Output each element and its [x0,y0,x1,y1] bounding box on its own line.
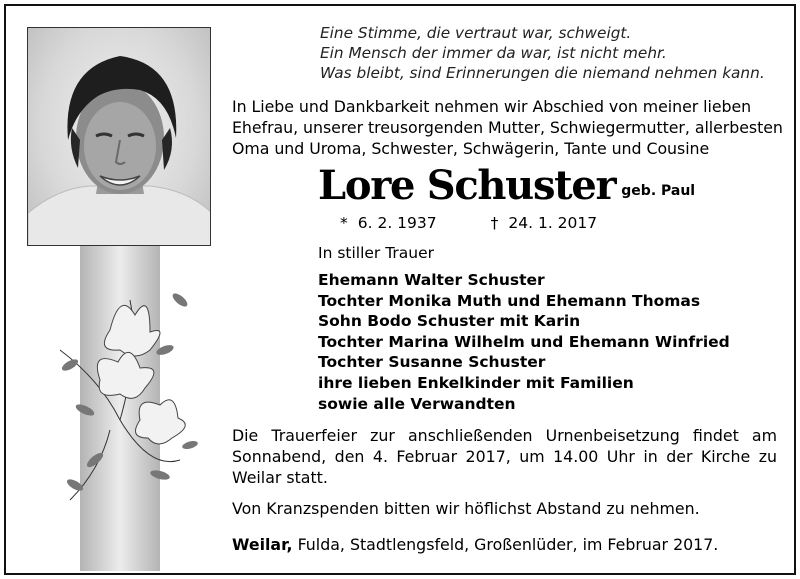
poem-line: Ein Mensch der immer da war, ist nicht mehr. [320,44,667,62]
mourner-line: Ehemann Walter Schuster [318,271,545,289]
mourner-line: Tochter Monika Muth und Ehemann Thomas [318,291,701,310]
intro-line: Oma und Uroma, Schwester, Schwägerin, Tante und Cousine [232,139,710,158]
signoff-line [232,535,718,554]
mourner-line: Tochter Susanne Schuster [318,353,546,372]
wreath-notice: Von Kranzspenden bitten wir höflichst Abstand zu nehmen. [232,499,700,518]
intro-line: In Liebe und Dankbarkeit nehmen wir Abschied von meiner lieben [232,97,752,116]
death-date: 24. 1. 2017 [508,214,598,232]
mourner-line: ihre lieben Enkelkinder mit Familien [318,373,634,392]
intro-line: Ehefrau, unserer treusorgenden Mutter, Schwiegermutter, allerbesten [232,118,783,137]
birth-symbol: * [340,214,348,232]
portrait-image [28,28,211,246]
mourners-list [318,270,788,414]
birth-date: 6. 2. 1937 [357,214,437,232]
deceased-name-row [318,162,695,212]
lily-flower-illustration [40,270,200,510]
mourner-line: Tochter Marina Wilhelm und Ehemann Winfried [318,332,730,351]
deceased-name: Lore Schuster [318,162,616,209]
farewell-intro [232,96,792,159]
mourner-line: sowie alle Verwandten [318,394,516,413]
maiden-name: geb. Paul [621,183,696,199]
funeral-notice: Die Trauerfeier zur anschließenden Urnenbeisetzung findet am Sonnabend, den 4. Februar 2017, um 14.00 Uhr in der Kirche zu Weilar statt. [232,426,777,487]
poem-line: Was bleibt, sind Erinnerungen die niemand nehmen kann. [320,64,765,82]
mourner-line: Sohn Bodo Schuster mit Karin [318,312,581,331]
signoff-rest: Fulda, Stadtlengsfeld, Großenlüder, im Februar 2017. [292,535,719,554]
death-symbol: † [490,214,499,232]
memorial-poem [320,23,780,83]
portrait-photo [27,27,211,246]
signoff-place: Weilar, [232,535,293,554]
poem-line: Eine Stimme, die vertraut war, schweigt. [320,24,632,42]
mourning-label: In stiller Trauer [318,244,435,262]
life-dates [340,214,597,232]
